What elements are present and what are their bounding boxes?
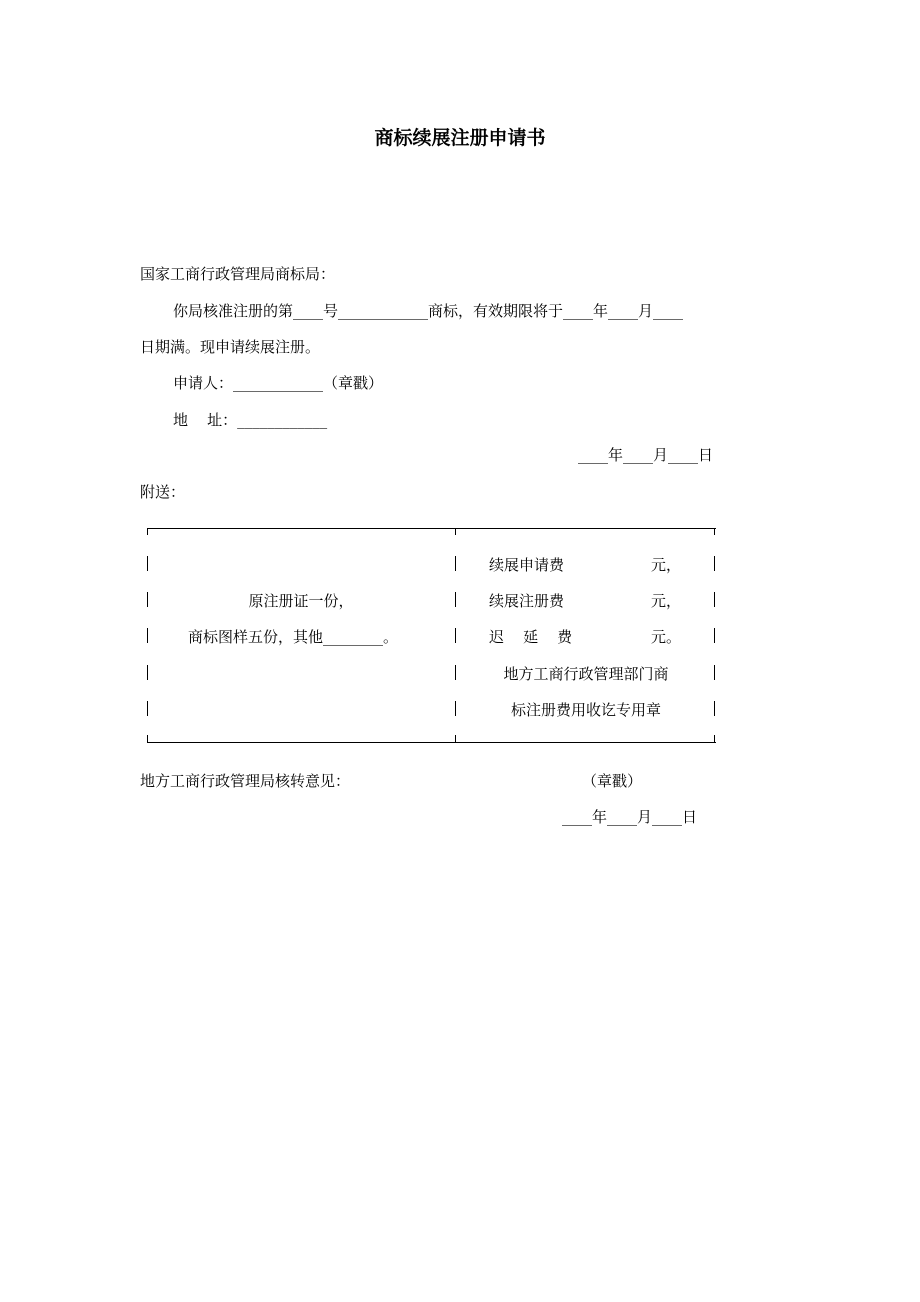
body-line-2: 日期满。现申请续展注册。 — [140, 338, 321, 356]
local-opinion-stamp: （章戳） — [582, 772, 643, 790]
fee-late-label: 迟 延 费 — [489, 628, 573, 646]
applicant-line: 申请人：____________（章戳） — [173, 374, 384, 392]
left-bar — [147, 628, 148, 643]
addressee: 国家工商行政管理局商标局： — [140, 265, 336, 283]
fee-renewal-registration-unit: 元， — [651, 592, 682, 610]
attachment-certificate: 原注册证一份， — [248, 592, 354, 610]
fee-renewal-registration-label: 续展注册费 — [489, 592, 565, 610]
divider-bar — [455, 665, 456, 680]
right-bar — [714, 592, 715, 607]
table-top-border — [147, 528, 716, 529]
address-line: 地 址：____________ — [173, 411, 328, 429]
receipt-stamp-line-1: 地方工商行政管理部门商 — [503, 665, 669, 683]
fee-late-unit: 元。 — [651, 628, 682, 646]
local-opinion-label: 地方工商行政管理局核转意见： — [140, 772, 351, 790]
divider-bar — [455, 628, 456, 643]
date-line: ____年____月____日 — [578, 446, 714, 464]
table-corner-br — [714, 735, 715, 742]
body-line-1: 你局核准注册的第____号____________商标，有效期限将于____年____月____ — [173, 302, 684, 320]
fee-renewal-application-unit: 元， — [651, 556, 682, 574]
right-bar — [714, 628, 715, 643]
right-bar — [714, 556, 715, 571]
table-bottom-border — [147, 742, 716, 743]
attachments-table — [147, 528, 716, 742]
table-corner-bl — [147, 735, 148, 742]
fee-renewal-application-label: 续展申请费 — [489, 556, 565, 574]
table-divider-bottom — [455, 735, 456, 742]
local-opinion-date: ____年____月____日 — [562, 808, 698, 826]
left-bar — [147, 701, 148, 716]
page-title: 商标续展注册申请书 — [374, 127, 546, 149]
divider-bar — [455, 592, 456, 607]
left-bar — [147, 665, 148, 680]
table-corner-tr — [714, 528, 715, 535]
table-divider-top — [455, 528, 456, 535]
attachment-specimens: 商标图样五份，其他________。 — [188, 628, 399, 646]
attachments-label: 附送： — [140, 483, 186, 501]
left-bar — [147, 556, 148, 571]
divider-bar — [455, 701, 456, 716]
receipt-stamp-line-2: 标注册费用收讫专用章 — [510, 701, 661, 719]
divider-bar — [455, 556, 456, 571]
table-corner-tl — [147, 528, 148, 535]
